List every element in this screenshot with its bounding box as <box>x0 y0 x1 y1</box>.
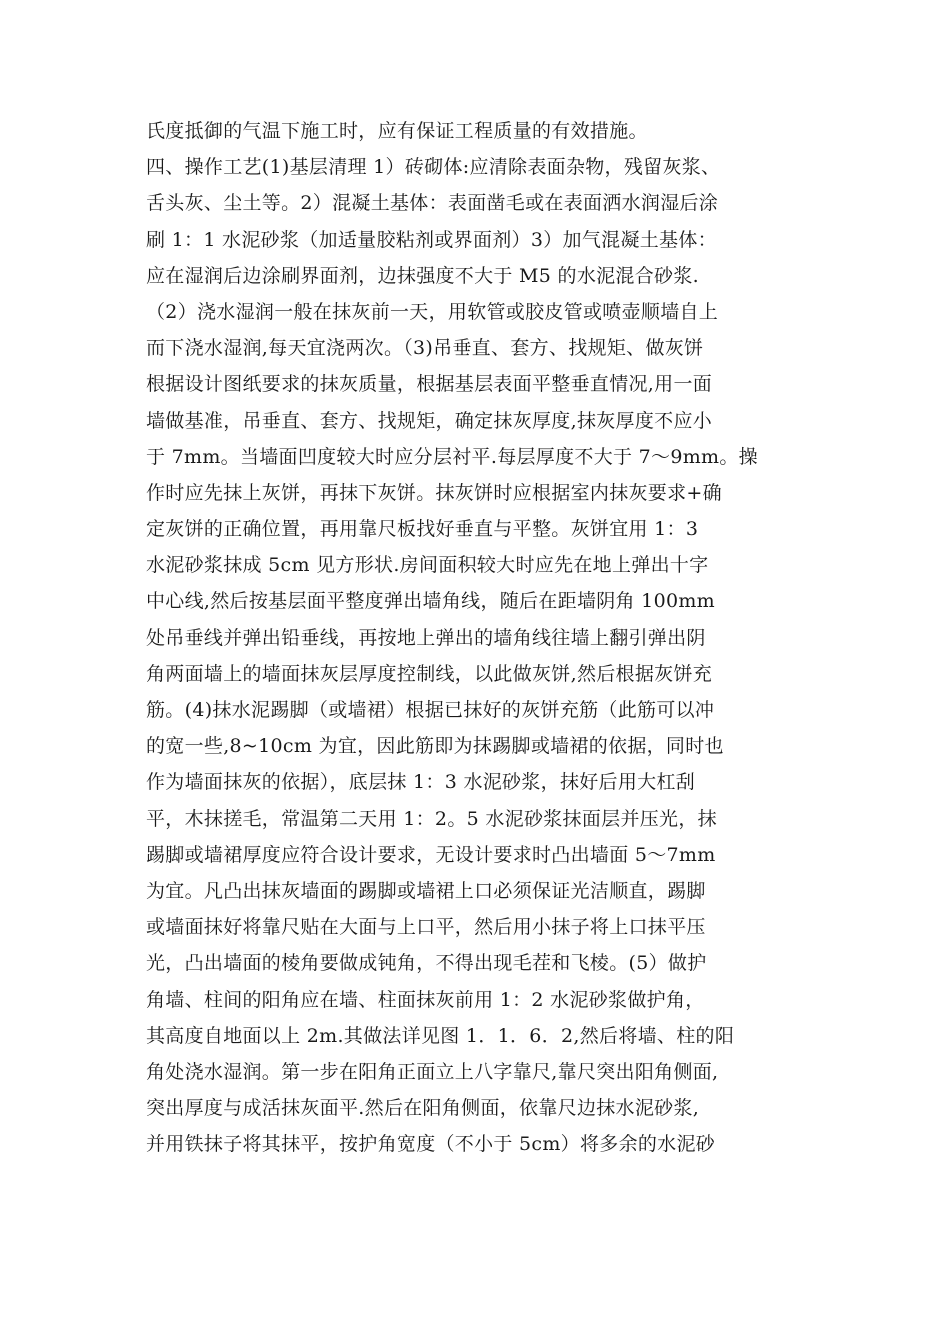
text-line: （2）浇水湿润一般在抹灰前一天，用软管或胶皮管或喷壶顺墙自上 <box>146 300 719 323</box>
text-line: 定灰饼的正确位置，再用靠尺板找好垂直与平整。灰饼宜用 1：3 <box>146 518 699 541</box>
text-line: 角处浇水湿润。第一步在阳角正面立上八字靠尺,靠尺突出阳角侧面, <box>146 1060 719 1083</box>
text-line: 舌头灰、尘土等。2）混凝土基体：表面凿毛或在表面洒水润湿后涂 <box>146 192 719 215</box>
text-line: 而下浇水湿润,每天宜浇两次。（3)吊垂直、套方、找规矩、做灰饼 <box>146 337 704 360</box>
text-line: 或墙面抹好将靠尺贴在大面与上口平，然后用小抹子将上口抹平压 <box>146 916 706 939</box>
text-line: 墙做基准，吊垂直、套方、找规矩，确定抹灰厚度,抹灰厚度不应小 <box>146 409 713 432</box>
text-line: 光，凸出墙面的棱角要做成钝角，不得出现毛茬和飞棱。(5）做护 <box>146 952 707 975</box>
body-text <box>146 113 816 1162</box>
text-line: 其高度自地面以上 2m.其做法详见图 1．1．6．2,然后将墙、柱的阳 <box>146 1024 735 1047</box>
text-line: 作时应先抹上灰饼，再抹下灰饼。抹灰饼时应根据室内抹灰要求+确 <box>146 481 722 504</box>
text-line: 筋。(4)抹水泥踢脚（或墙裙）根据已抹好的灰饼充筋（此筋可以冲 <box>146 699 715 721</box>
text-line: 平，木抹搓毛，常温第二天用 1：2。5 水泥砂浆抹面层并压光，抹 <box>146 807 717 830</box>
text-line: 作为墙面抹灰的依据），底层抹 1：3 水泥砂浆，抹好后用大杠刮 <box>146 771 696 794</box>
text-line: 刷 1：1 水泥砂浆（加适量胶粘剂或界面剂）3）加气混凝土基体： <box>146 228 717 251</box>
text-line: 氏度抵御的气温下施工时，应有保证工程质量的有效措施。 <box>146 120 648 142</box>
text-line: 并用铁抹子将其抹平，按护角宽度（不小于 5cm）将多余的水泥砂 <box>146 1133 716 1156</box>
text-line: 四、操作工艺(1)基层清理 1）砖砌体:应清除表面杂物，残留灰浆、 <box>146 156 721 179</box>
text-line: 角两面墙上的墙面抹灰层厚度控制线，以此做灰饼,然后根据灰饼充 <box>146 662 713 685</box>
text-line: 应在湿润后边涂刷界面剂，边抹强度不大于 M5 的水泥混合砂浆. <box>146 264 699 287</box>
text-line: 中心线,然后按基层面平整度弹出墙角线，随后在距墙阴角 100mm <box>146 590 715 613</box>
text-line: 处吊垂线并弹出铅垂线，再按地上弹出的墙角线往墙上翻引弹出阴 <box>146 626 706 649</box>
text-line: 踢脚或墙裙厚度应符合设计要求，无设计要求时凸出墙面 5～7mm <box>146 843 716 866</box>
text-line: 角墙、柱间的阳角应在墙、柱面抹灰前用 1：2 水泥砂浆做护角， <box>146 988 705 1011</box>
text-line: 的宽一些,8~10cm 为宜，因此筋即为抹踢脚或墙裙的依据，同时也 <box>146 735 724 758</box>
text-line: 突出厚度与成活抹灰面平.然后在阳角侧面，依靠尺边抹水泥砂浆, <box>146 1097 700 1120</box>
text-line: 水泥砂浆抹成 5cm 见方形状.房间面积较大时应先在地上弹出十字 <box>146 554 709 577</box>
text-line: 根据设计图纸要求的抹灰质量，根据基层表面平整垂直情况,用一面 <box>146 373 713 396</box>
text-line: 为宜。凡凸出抹灰墙面的踢脚或墙裙上口必须保证光洁顺直，踢脚 <box>146 879 706 902</box>
text-line: 于 7mm。当墙面凹度较大时应分层衬平.每层厚度不大于 7～9mm。操 <box>146 445 758 468</box>
